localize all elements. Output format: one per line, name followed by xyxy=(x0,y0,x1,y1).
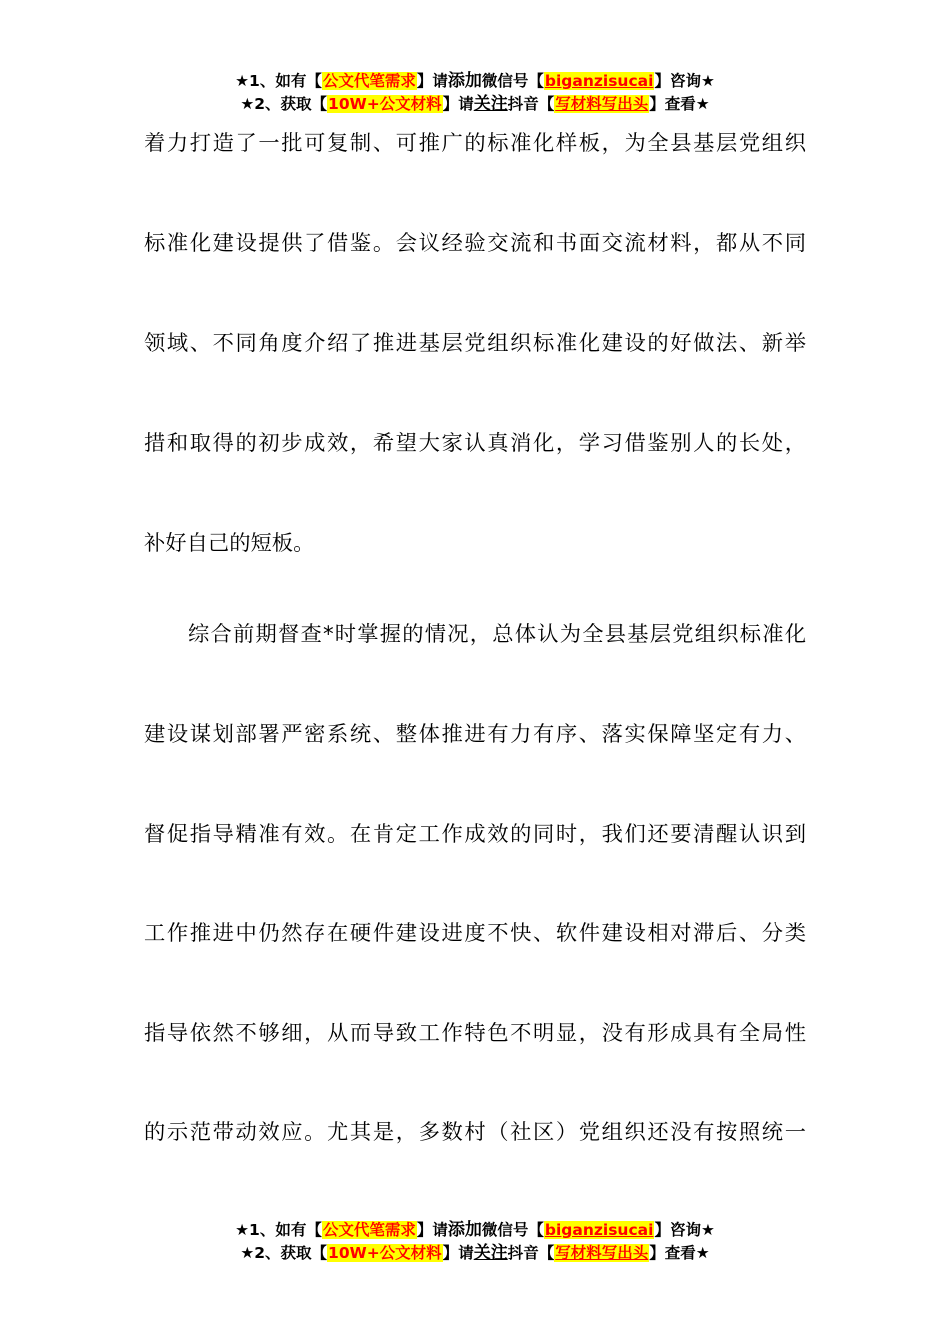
banner-text: 微信号【 xyxy=(481,72,544,90)
highlight-text: 10W+公文材料 xyxy=(328,95,442,113)
emphasis-text: 添加 xyxy=(447,71,482,91)
banner-text: 】请 xyxy=(442,1244,474,1262)
body-line: 的示范带动效应。尤其是，多数村（社区）党组织还没有按照统一 xyxy=(144,1120,806,1145)
banner-text: ★2、获取【 xyxy=(240,1244,328,1262)
highlight-text: 公文代笔需求 xyxy=(322,72,416,90)
banner-text: 】请 xyxy=(416,1221,448,1239)
banner-text: 】查看★ xyxy=(649,95,710,113)
body-line: 工作推进中仍然存在硬件建设进度不快、软件建设相对滞后、分类 xyxy=(144,921,806,946)
emphasis-text: 添加 xyxy=(447,1220,482,1240)
body-line: 督促指导精准有效。在肯定工作成效的同时，我们还要清醒认识到 xyxy=(144,822,806,847)
banner-text: 抖音【 xyxy=(507,1244,555,1262)
banner-text: 】咨询★ xyxy=(654,1221,715,1239)
banner-line-2 xyxy=(0,93,950,116)
banner-line-1 xyxy=(0,1219,950,1242)
body-line: 标准化建设提供了借鉴。会议经验交流和书面交流材料，都从不同 xyxy=(144,231,806,256)
body-line: 措和取得的初步成效，希望大家认真消化，学习借鉴别人的长处， xyxy=(144,431,806,456)
banner-text: 微信号【 xyxy=(481,1221,544,1239)
banner-text: 】请 xyxy=(416,72,448,90)
header-banner xyxy=(0,70,950,116)
highlight-text: 10W+公文材料 xyxy=(328,1244,442,1262)
douyin-account-link[interactable]: 写材料写出头 xyxy=(555,95,649,113)
footer-banner xyxy=(0,1219,950,1265)
body-line: 补好自己的短板。 xyxy=(144,531,315,556)
body-line: 指导依然不够细，从而导致工作特色不明显，没有形成具有全局性 xyxy=(144,1021,806,1046)
banner-text: 抖音【 xyxy=(507,95,555,113)
banner-line-1 xyxy=(0,70,950,93)
wechat-id-link[interactable]: biganzisucai xyxy=(544,72,654,90)
wechat-id-link[interactable]: biganzisucai xyxy=(544,1221,654,1239)
body-line: 建设谋划部署严密系统、整体推进有力有序、落实保障坚定有力、 xyxy=(144,722,806,747)
body-line: 领域、不同角度介绍了推进基层党组织标准化建设的好做法、新举 xyxy=(144,331,806,356)
banner-text: 】查看★ xyxy=(649,1244,710,1262)
body-line: 着力打造了一批可复制、可推广的标准化样板，为全县基层党组织 xyxy=(144,131,806,156)
banner-text: ★2、获取【 xyxy=(240,95,328,113)
banner-text: 】请 xyxy=(442,95,474,113)
paragraph-start-line: 综合前期督查*时掌握的情况，总体认为全县基层党组织标准化 xyxy=(188,622,806,647)
douyin-account-link[interactable]: 写材料写出头 xyxy=(555,1244,649,1262)
banner-text: ★1、如有【 xyxy=(235,72,322,90)
highlight-text: 公文代笔需求 xyxy=(322,1221,416,1239)
banner-line-2 xyxy=(0,1242,950,1265)
emphasis-text: 关注 xyxy=(473,94,508,114)
banner-text: 】咨询★ xyxy=(654,72,715,90)
banner-text: ★1、如有【 xyxy=(235,1221,322,1239)
emphasis-text: 关注 xyxy=(473,1243,508,1263)
